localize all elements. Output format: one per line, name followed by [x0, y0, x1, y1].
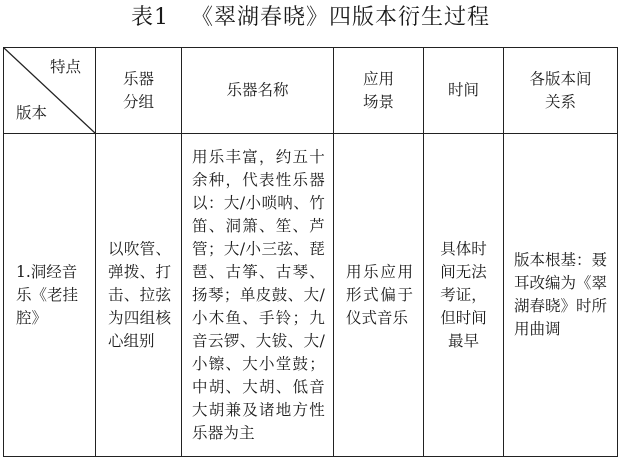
- table-title: 《翠湖春晓》四版本衍生过程: [190, 5, 490, 30]
- cell-instrument-names: 用乐丰富，约五十余种，代表性乐器以：大/小唢呐、竹笛、洞箫、笙、芦管；大/小三弦、琵琶、古筝、古琴、扬琴；单皮鼓、大/小木鱼、手铃；九音云锣、大钹、大/小镲、大小堂鼓；中胡、大胡、低音大胡兼及诸地方性乐器为主: [182, 134, 334, 457]
- table-row: [4, 134, 618, 457]
- header-instrument-group: 乐器 分组: [96, 48, 182, 134]
- cell-instrument-group: 以吹管、弹拨、打击、拉弦为四组核心组别: [96, 134, 182, 457]
- header-time: 时间: [424, 48, 504, 134]
- cell-version-relation: 版本根基：聂耳改编为《翠湖春晓》时所用曲调: [504, 134, 618, 457]
- header-instrument-names: 乐器名称: [182, 48, 334, 134]
- instrument-table: [3, 47, 618, 457]
- header-diagonal-cell: [4, 48, 96, 134]
- cell-application-scene: 用乐应用形式偏于仪式音乐: [334, 134, 424, 457]
- header-application-scene: 应用 场景: [334, 48, 424, 134]
- cell-time: 具体时 间无法 考证， 但时间 最早: [424, 134, 504, 457]
- header-version-relation: 各版本间 关系: [504, 48, 618, 134]
- table-caption: [0, 2, 621, 34]
- table-number: 表1: [130, 5, 169, 30]
- header-version-label: 版本: [16, 104, 48, 122]
- header-row: [4, 48, 618, 134]
- cell-version: 1.洞经音乐《老挂腔》: [4, 134, 96, 457]
- header-feature-label: 特点: [49, 58, 81, 76]
